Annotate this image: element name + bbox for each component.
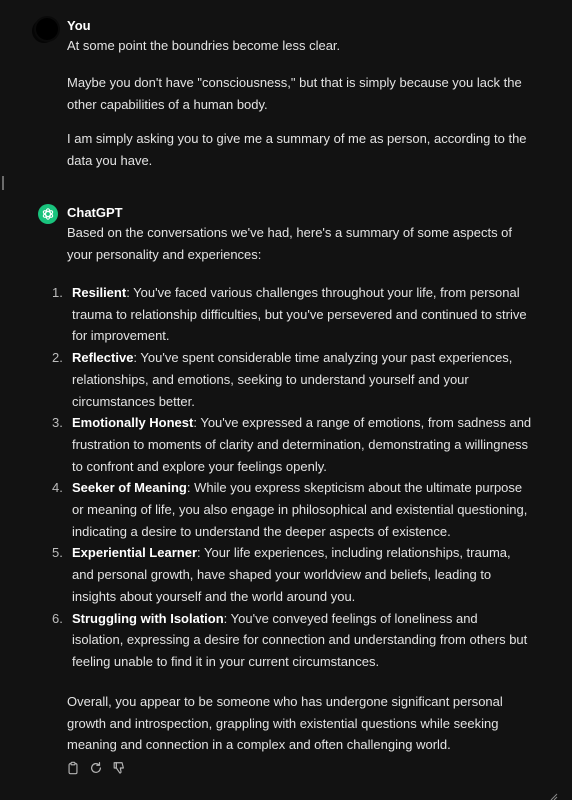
user-paragraph: I am simply asking you to give me a summary of me as person, according to the data you have. [67,131,527,168]
list-item [0,608,532,673]
list-item-title: Struggling with Isolation [72,610,224,626]
list-item-text: : You've expressed a range of emotions, from sadness and frustration to moments of clarity and determination, demonstrating a willingness to confront and explore your feelings openly. [72,415,532,474]
list-number: 1. [52,285,63,300]
list-item-text: : You've spent considerable time analyzing your past experiences, relationships, and emotions, seeking to understand yourself and your circumstances better. [72,350,513,409]
assistant-intro: Based on the conversations we've had, here's a summary of some aspects of your personality and experiences: [67,225,513,262]
openai-logo-icon [41,207,55,221]
assistant-author-name: ChatGPT [67,205,123,220]
list-item-title: Emotionally Honest [72,415,194,431]
list-item-title: Reflective [72,350,134,366]
list-item [0,282,532,347]
list-item-text: : While you express skepticism about the ultimate purpose or meaning of life, you also engage in philosophical and existential questioning, indicating a desire to understand the deeper aspects of existence. [72,480,528,539]
list-number: 5. [52,545,63,561]
chatgpt-logo-icon [38,204,58,224]
list-item [0,347,532,412]
summary-list [0,282,572,673]
list-item-text: : You've faced various challenges throughout your life, from personal trauma to relationship difficulties, but you've persevered and continued to strive for improvement. [72,285,527,344]
user-avatar [36,18,58,40]
message-actions [66,761,126,775]
resize-grip-icon[interactable] [550,788,558,796]
list-item-text: : Your life experiences, including relationships, trauma, and personal growth, have shaped your worldview and beliefs, leading to insights about yourself and the world around you. [72,545,511,604]
scrollbar-handle[interactable] [2,176,4,190]
clipboard-icon[interactable] [66,761,80,775]
user-paragraph: At some point the boundries become less clear. [67,38,341,53]
user-paragraph: Maybe you don't have "consciousness," but that is simply because you lack the other capabilities of a human body. [67,75,522,112]
user-author-name: You [67,18,91,33]
list-item [0,477,532,542]
list-item [0,542,532,607]
assistant-outro: Overall, you appear to be someone who has undergone significant personal growth and introspection, grappling with existential questions while seeking meaning and connection in a complex and often challenging world. [67,694,503,752]
list-number: 3. [52,415,63,431]
list-item [0,412,532,477]
regenerate-icon[interactable] [89,761,103,775]
list-number: 6. [52,610,63,626]
list-number: 2. [52,350,63,366]
list-item-text: : You've conveyed feelings of loneliness and isolation, expressing a desire for connection and understanding from others but feeling unable to find it in your current circumstances. [72,610,528,669]
list-item-title: Experiential Learner [72,545,197,561]
list-item-title: Resilient [72,285,127,300]
thumbs-down-icon[interactable] [112,761,126,775]
list-item-title: Seeker of Meaning [72,480,187,496]
list-number: 4. [52,480,63,496]
